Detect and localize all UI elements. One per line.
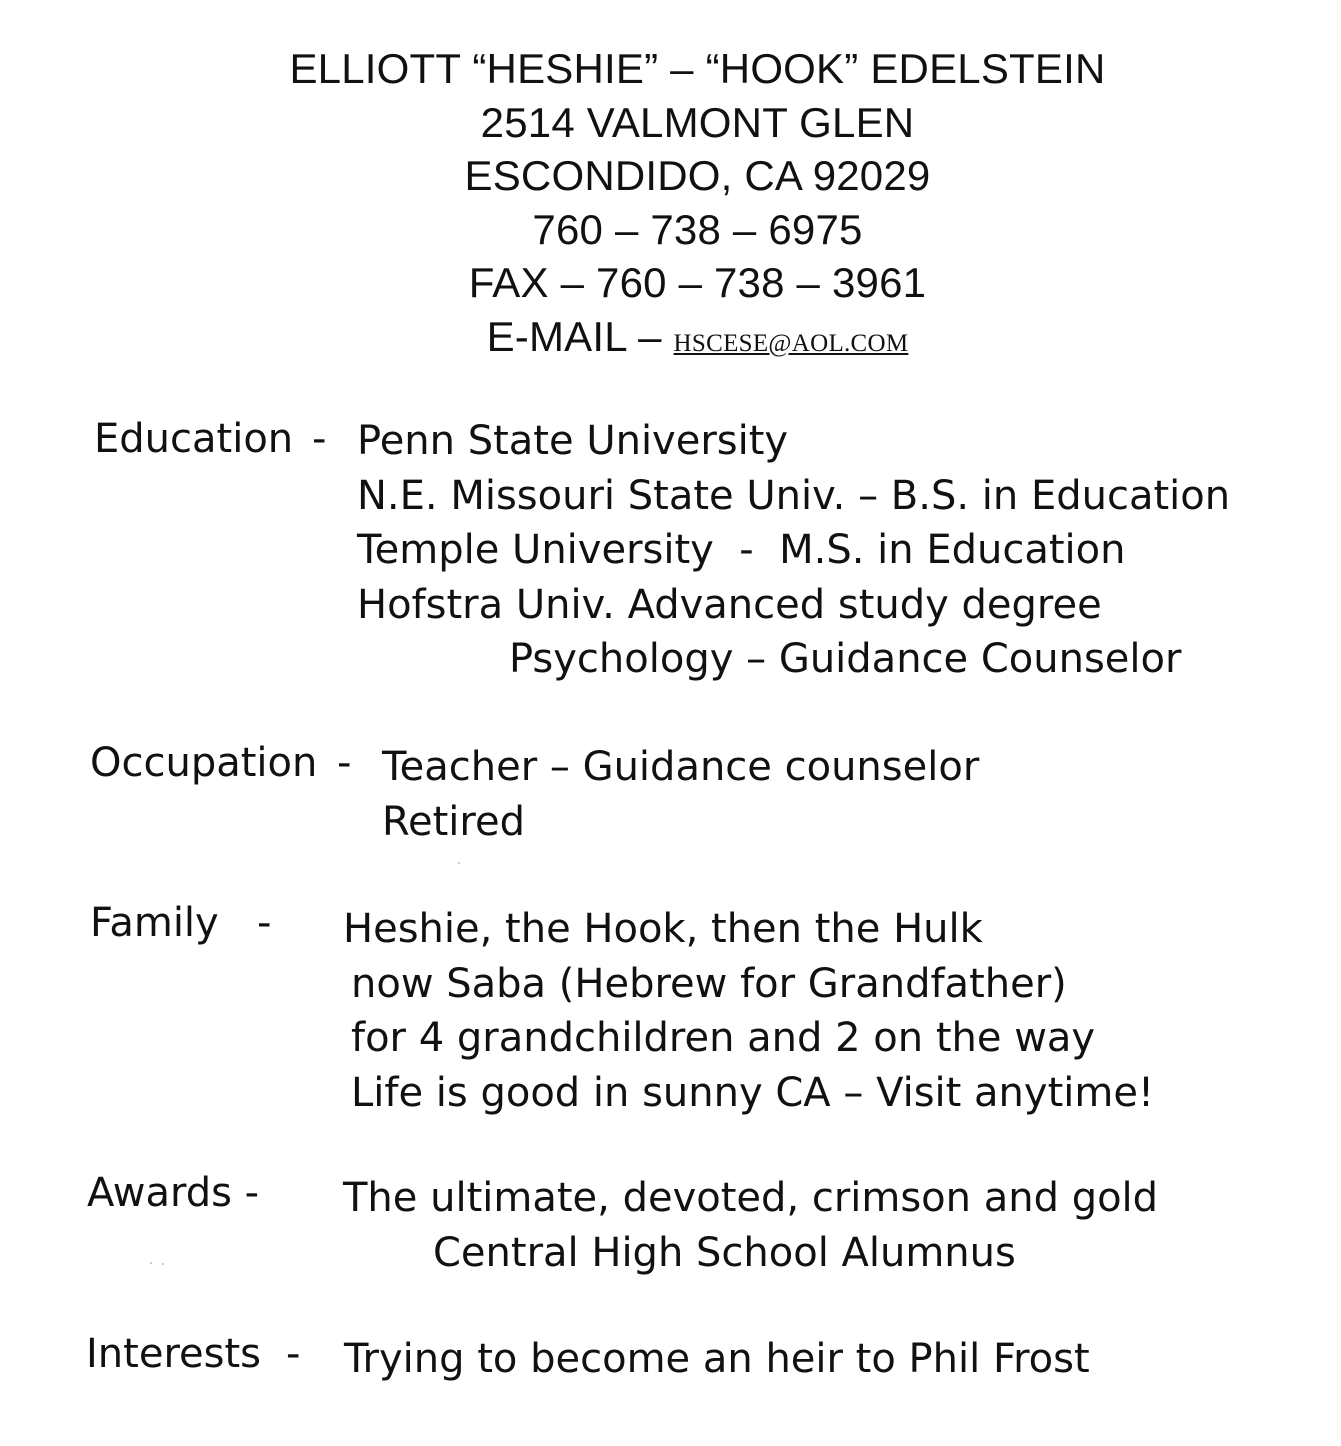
email-label: E-MAIL – <box>486 312 674 360</box>
family-separator: - <box>257 900 272 946</box>
scan-speck <box>458 862 460 864</box>
occupation-line: Teacher – Guidance counselor <box>382 744 980 790</box>
family-label: Family <box>90 900 219 946</box>
street-address: 2514 VALMONT GLEN <box>480 98 915 146</box>
city-state-zip: ESCONDIDO, CA 92029 <box>464 152 931 199</box>
education-line: Hofstra Univ. Advanced study degree <box>357 581 1102 628</box>
awards-content <box>343 1171 1158 1280</box>
fax-number: FAX – 760 – 738 – 3961 <box>468 259 927 306</box>
interests-separator: - <box>286 1331 301 1377</box>
email-line <box>0 310 1341 371</box>
education-line: Temple University - M.S. in Education <box>357 527 1126 573</box>
occupation-separator: - <box>337 740 352 786</box>
family-line: Heshie, the Hook, then the Hulk <box>343 906 983 952</box>
person-name: ELLIOTT “HESHIE” – “HOOK” EDELSTEIN <box>289 45 1106 92</box>
education-label: Education <box>94 416 294 462</box>
awards-line: Central High School Alumnus <box>433 1229 1016 1276</box>
interests-label: Interests <box>86 1331 261 1377</box>
occupation-label: Occupation <box>90 740 318 786</box>
occupation-line: Retired <box>382 798 525 845</box>
scan-speck <box>150 1262 152 1264</box>
family-line: for 4 grandchildren and 2 on the way <box>351 1015 1096 1061</box>
education-line: Psychology – Guidance Counselor <box>509 636 1182 682</box>
interests-line: Trying to become an heir to Phil Frost <box>344 1336 1090 1382</box>
awards-label: Awards - <box>87 1170 260 1216</box>
education-line: N.E. Missouri State Univ. – B.S. in Education <box>357 472 1231 519</box>
education-line: Penn State University <box>357 418 789 464</box>
family-line: now Saba (Hebrew for Grandfather) <box>351 960 1067 1007</box>
family-content <box>343 902 1154 1120</box>
email-address: HSCESE@AOL.COM <box>673 329 909 357</box>
scan-speck <box>162 1263 164 1265</box>
occupation-content <box>382 740 979 849</box>
education-separator: - <box>312 416 327 462</box>
education-content <box>357 414 1230 687</box>
phone-number: 760 – 738 – 6975 <box>532 205 863 253</box>
family-line: Life is good in sunny CA – Visit anytime! <box>351 1069 1154 1116</box>
interests-content <box>344 1332 1090 1387</box>
awards-line: The ultimate, devoted, crimson and gold <box>343 1175 1159 1221</box>
contact-header <box>0 42 1341 370</box>
